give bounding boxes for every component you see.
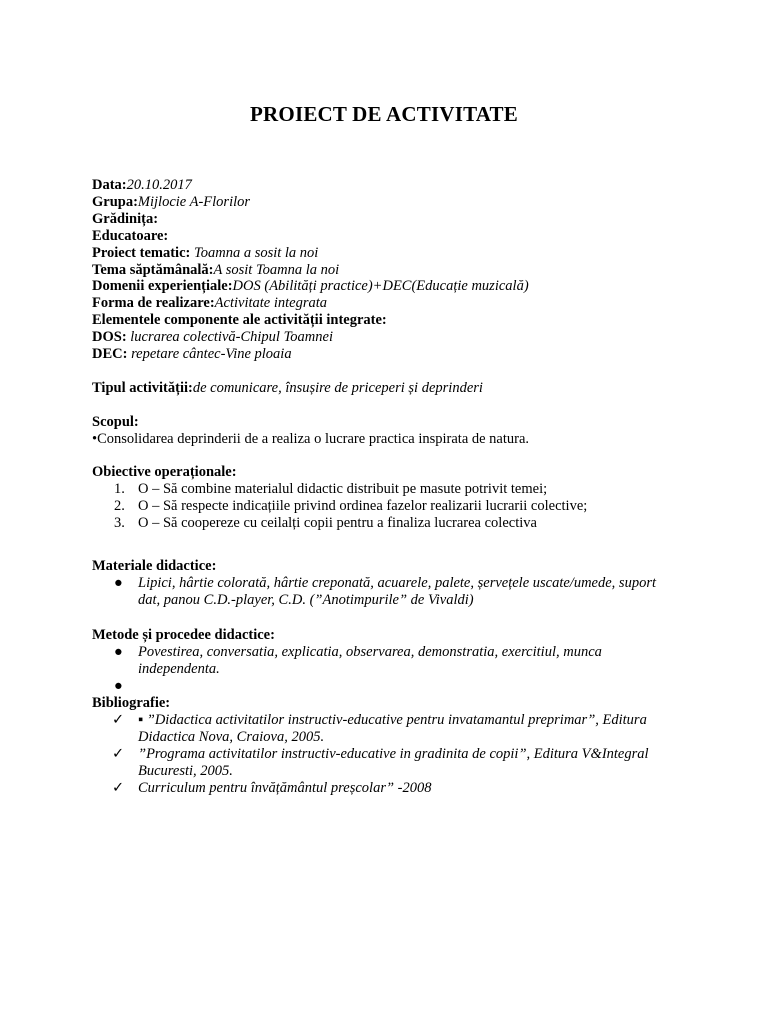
item-number: 1. xyxy=(114,480,125,497)
page-title: PROIECT DE ACTIVITATE xyxy=(250,102,518,126)
tema-row xyxy=(92,262,692,279)
gradinita-label: Grădinița: xyxy=(92,210,159,227)
dos-row xyxy=(92,329,692,346)
scopul-section xyxy=(92,414,692,448)
grupa-value: Mijlocie A-Florilor xyxy=(137,193,251,210)
proiect-row xyxy=(92,245,692,262)
item-text: Povestirea, conversatia, explicatia, observarea, demonstratia, exercitiul, munca independenta. xyxy=(138,643,602,677)
domenii-value: DOS (Abilități practice)+DEC(Educație muzicală) xyxy=(232,278,529,295)
proiect-value: Toamna a sosit la noi xyxy=(193,244,319,261)
item-text: O – Să coopereze cu ceilalți copii pentru a finaliza lucrarea colectiva xyxy=(138,514,537,531)
elemente-row xyxy=(92,312,692,329)
list-item xyxy=(92,575,692,609)
bullet-icon: ● xyxy=(114,643,123,660)
obiective-section xyxy=(92,464,692,532)
data-label: Data: xyxy=(92,177,127,193)
domenii-label: Domenii experiențiale: xyxy=(92,278,233,295)
dec-row xyxy=(92,346,692,363)
forma-value: Activitate integrata xyxy=(214,295,328,312)
bullet-icon: ● xyxy=(114,574,123,591)
tipul-section xyxy=(92,380,692,397)
metode-list xyxy=(92,644,692,695)
list-item xyxy=(92,481,692,498)
item-text: O – Să respecte indicațiile privind ordinea fazelor realizarii lucrarii colective; xyxy=(138,497,588,514)
header-info xyxy=(92,177,692,363)
item-text: Curriculum pentru învățământul preșcolar” -2008 xyxy=(138,779,432,796)
bibliografie-label: Bibliografie: xyxy=(92,695,171,711)
educatoare-label: Educatoare: xyxy=(92,227,169,244)
grupa-label: Grupa: xyxy=(92,193,138,210)
dos-value: lucrarea colectivă-Chipul Toamnei xyxy=(130,329,333,346)
obiective-list xyxy=(92,481,692,532)
dec-label: DEC: xyxy=(92,346,132,363)
gradinita-row xyxy=(92,211,692,228)
list-item xyxy=(92,498,692,515)
bibliografie-section xyxy=(92,695,692,796)
scopul-text: •Consolidarea deprinderii de a realiza o lucrare practica inspirata de natura. xyxy=(92,430,530,447)
proiect-label: Proiect tematic: xyxy=(92,244,194,261)
tipul-label: Tipul activității: xyxy=(92,380,193,396)
forma-label: Forma de realizare: xyxy=(92,295,215,312)
data-row xyxy=(92,177,692,194)
grupa-row xyxy=(92,194,692,211)
list-item xyxy=(92,712,692,746)
item-number: 2. xyxy=(114,497,125,514)
educatoare-row xyxy=(92,228,692,245)
domenii-row xyxy=(92,278,692,295)
metode-label: Metode și procedee didactice: xyxy=(92,627,275,643)
dec-value: repetare cântec-Vine ploaia xyxy=(131,346,292,363)
materiale-list xyxy=(92,575,692,609)
list-item xyxy=(92,746,692,780)
checkmark-icon: ✓ xyxy=(112,779,125,796)
list-item xyxy=(92,678,692,695)
list-item xyxy=(92,780,692,797)
checkmark-icon: ✓ xyxy=(112,745,125,762)
tema-value: A sosit Toamna la noi xyxy=(213,261,340,278)
item-text: ▪ ”Didactica activitatilor instructiv-educative pentru invatamantul preprimar”, Editura Didactica Nova, Craiova, 2005. xyxy=(138,711,647,745)
forma-row xyxy=(92,295,692,312)
metode-section xyxy=(92,627,692,695)
item-number: 3. xyxy=(114,514,125,531)
scopul-label: Scopul: xyxy=(92,414,139,430)
materiale-section xyxy=(92,558,692,609)
item-text: O – Să combine materialul didactic distribuit pe masute potrivit temei; xyxy=(138,480,548,497)
bibliografie-list xyxy=(92,712,692,797)
tema-label: Tema săptămânală: xyxy=(92,261,214,278)
list-item xyxy=(92,644,692,678)
checkmark-icon: ✓ xyxy=(112,711,125,728)
tipul-value: de comunicare, însușire de priceperi și deprinderi xyxy=(192,380,483,396)
data-value: 20.10.2017 xyxy=(126,177,192,193)
item-text: ”Programa activitatilor instructiv-educative in gradinita de copii”, Editura V&Integral Bucuresti, 2005. xyxy=(138,745,649,779)
dos-label: DOS: xyxy=(92,329,131,346)
item-text: Lipici, hârtie colorată, hârtie creponată, acuarele, palete, șervețele uscate/umede, suport dat, panou C.D.-player, C.D. (”Anotimpurile” de Vivaldi) xyxy=(138,574,656,608)
list-item xyxy=(92,515,692,532)
bullet-icon: ● xyxy=(114,677,123,694)
obiective-label: Obiective operaționale: xyxy=(92,464,237,480)
elemente-label: Elementele componente ale activității integrate: xyxy=(92,312,387,329)
materiale-label: Materiale didactice: xyxy=(92,558,217,574)
